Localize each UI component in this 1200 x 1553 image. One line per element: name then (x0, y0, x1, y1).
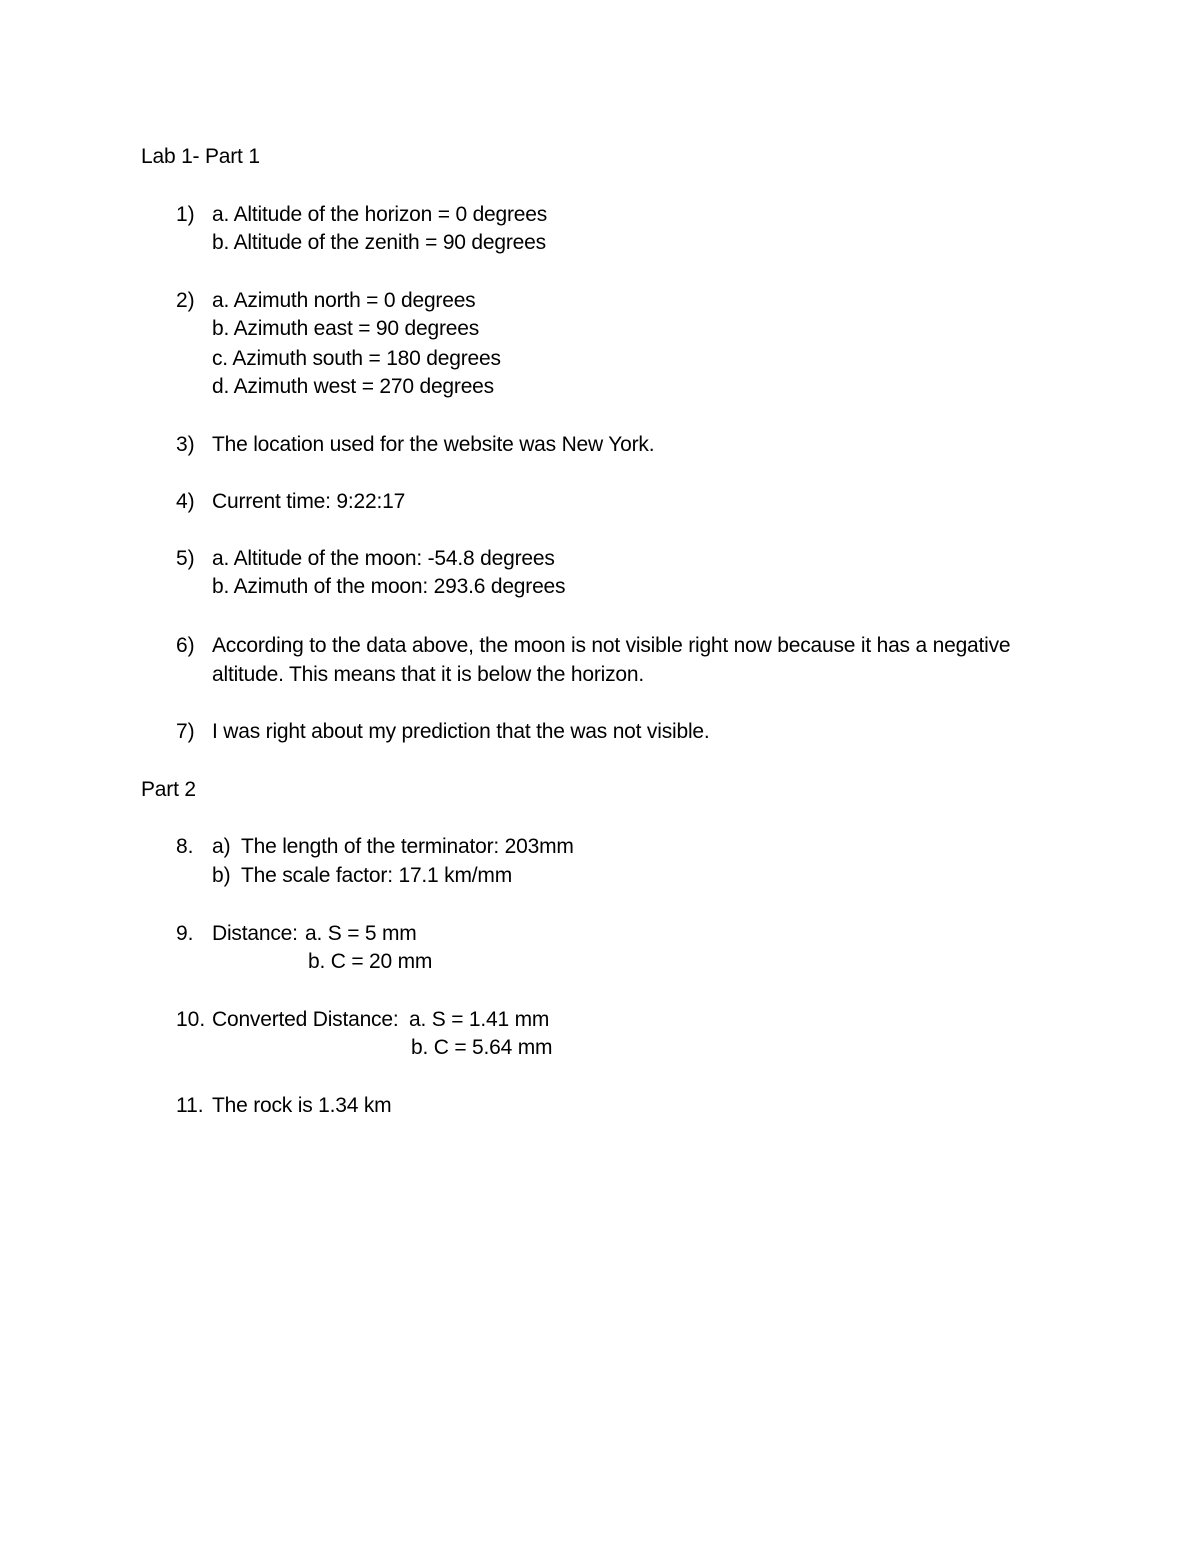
answer-6-line-1: According to the data above, the moon is not visible right now because it has a negative (212, 634, 1011, 657)
answer-7: I was right about my prediction that the was not visible. (212, 720, 710, 743)
answer-8a-marker: a) (212, 835, 231, 858)
answer-2c: c. Azimuth south = 180 degrees (212, 347, 501, 370)
item-number-6: 6) (176, 634, 195, 657)
answer-1a: a. Altitude of the horizon = 0 degrees (212, 203, 548, 226)
answer-8b: The scale factor: 17.1 km/mm (241, 864, 512, 887)
item-number-11: 11. (176, 1094, 204, 1117)
answer-2d: d. Azimuth west = 270 degrees (212, 375, 494, 398)
item-number-4: 4) (176, 490, 195, 513)
answer-9-label: Distance: (212, 922, 298, 945)
answer-2a: a. Azimuth north = 0 degrees (212, 289, 476, 312)
answer-11: The rock is 1.34 km (212, 1094, 392, 1117)
answer-10b: b. C = 5.64 mm (411, 1036, 553, 1059)
answer-1b: b. Altitude of the zenith = 90 degrees (212, 231, 546, 254)
answer-8a: The length of the terminator: 203mm (241, 835, 574, 858)
heading-part-2: Part 2 (141, 778, 196, 801)
item-number-2: 2) (176, 289, 195, 312)
answer-9a: a. S = 5 mm (305, 922, 417, 945)
heading-part-1: Lab 1- Part 1 (141, 145, 260, 168)
item-number-9: 9. (176, 922, 194, 945)
answer-5b: b. Azimuth of the moon: 293.6 degrees (212, 575, 566, 598)
answer-2b: b. Azimuth east = 90 degrees (212, 317, 479, 340)
item-number-10: 10. (176, 1008, 206, 1031)
item-number-3: 3) (176, 433, 195, 456)
item-number-1: 1) (176, 203, 195, 226)
item-number-7: 7) (176, 720, 195, 743)
answer-8b-marker: b) (212, 864, 231, 887)
answer-6-line-2: altitude. This means that it is below the horizon. (212, 663, 645, 686)
answer-9b: b. C = 20 mm (308, 950, 433, 973)
answer-10-label: Converted Distance: (212, 1008, 399, 1031)
answer-4: Current time: 9:22:17 (212, 490, 406, 513)
answer-3: The location used for the website was New York. (212, 433, 655, 456)
item-number-8: 8. (176, 835, 194, 858)
item-number-5: 5) (176, 547, 195, 570)
answer-5a: a. Altitude of the moon: -54.8 degrees (212, 547, 555, 570)
answer-10a: a. S = 1.41 mm (409, 1008, 550, 1031)
